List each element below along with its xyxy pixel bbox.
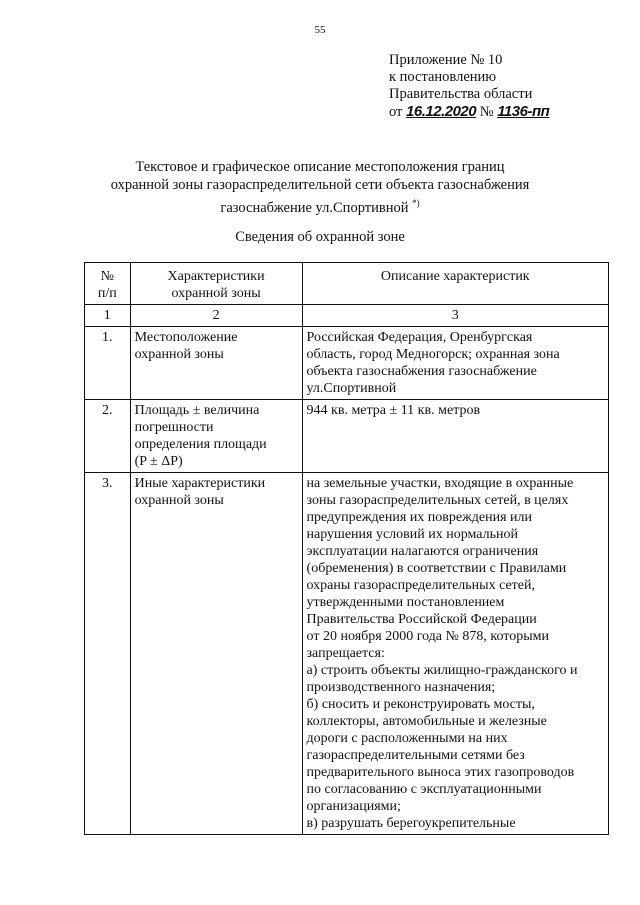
appendix-date-line: [389, 103, 549, 121]
header-description: Описание характеристик: [302, 263, 608, 305]
title-line-3: газоснабжение ул.Спортивной: [220, 199, 409, 216]
row-characteristic: Иные характеристики охранной зоны: [130, 473, 302, 835]
row-characteristic: Площадь ± величина погрешности определения площади (P ± ΔP): [130, 400, 302, 473]
header-characteristics: Характеристики охранной зоны: [130, 263, 302, 305]
row-description: на земельные участки, входящие в охранные зоны газораспределительных сетей, в целях предупреждения их повреждения или нарушения условий их нормальной эксплуатации налагаются ограничения (обременения) в соответствии с Правилами охраны газораспределительных сетей, утвержденными постановлением Правительства Российской Федерации от 20 ноября 2000 года № 878, которыми запрещается: а) строить объекты жилищно-гражданского и производственного назначения; б) сносить и реконструировать мосты, коллекторы, автомобильные и железные дороги с расположенными на них газораспределительными сетями без предварительного выноса этих газопроводов по согласованию с эксплуатационными организациями; в) разрушать берегоукрепительные: [302, 473, 608, 835]
table-header-row: [85, 263, 609, 305]
col-number-1: 1: [85, 305, 131, 327]
row-number: 1.: [85, 327, 131, 400]
row-number: 2.: [85, 400, 131, 473]
title-line-2: охранной зоны газораспределительной сети объекта газоснабжения: [110, 177, 530, 193]
table-row: [85, 473, 609, 835]
appendix-line-3: Правительства области: [389, 86, 533, 102]
col-number-2: 2: [130, 305, 302, 327]
zone-info-table: [84, 262, 609, 835]
title-line-1: Текстовое и графическое описание местоположения границ: [135, 159, 505, 175]
appendix-block: [389, 52, 549, 121]
header-number: № п/п: [85, 263, 131, 305]
footnote-mark: *): [412, 198, 420, 208]
appendix-line-1: Приложение № 10: [389, 52, 503, 68]
row-number: 3.: [85, 473, 131, 835]
row-description: Российская Федерация, Оренбургская область, город Медногорск; охранная зона объекта газоснабжения газоснабжение ул.Спортивной: [302, 327, 608, 400]
handwritten-date: 16.12.2020: [406, 103, 477, 120]
handwritten-number: 1136-пп: [497, 103, 550, 120]
title-line-3-wrap: [0, 194, 640, 217]
column-number-row: [85, 305, 609, 327]
col-number-3: 3: [302, 305, 608, 327]
section-subtitle: Сведения об охранной зоне: [235, 229, 405, 245]
table-row: [85, 327, 609, 400]
table-row: [85, 400, 609, 473]
row-characteristic: Местоположение охранной зоны: [130, 327, 302, 400]
document-title: [0, 158, 640, 217]
row-description: 944 кв. метра ± 11 кв. метров: [302, 400, 608, 473]
date-prefix: от: [389, 104, 403, 120]
page-number: 55: [314, 24, 326, 36]
appendix-line-2: к постановлению: [389, 69, 497, 85]
number-sign: №: [479, 104, 494, 120]
